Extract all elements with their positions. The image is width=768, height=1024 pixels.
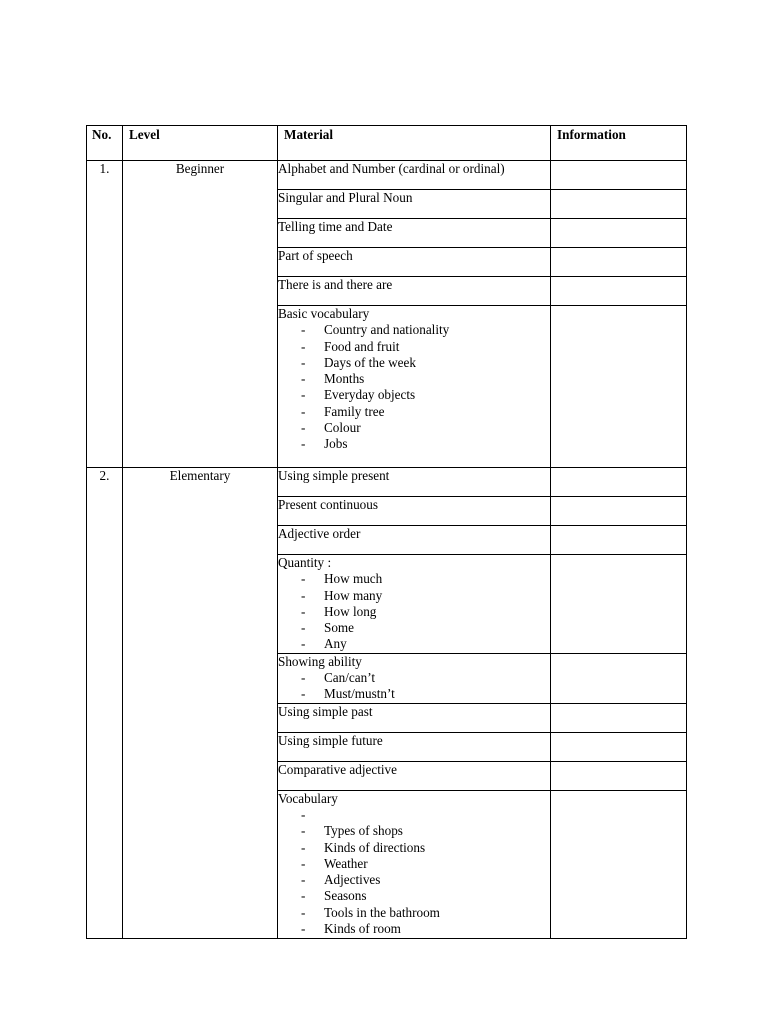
material-cell: Alphabet and Number (cardinal or ordinal)	[278, 161, 551, 190]
list-item: - Kinds of room	[301, 921, 401, 937]
material-cell: Vocabulary - - Types of shops - Kinds of directions - Weather - Adjectives - Seasons - Tools in the bathroom - Kinds of room	[278, 790, 551, 938]
material-list	[278, 571, 550, 652]
list-item: - Weather	[301, 855, 368, 871]
list-item: - Some	[301, 620, 355, 636]
list-item: - Everyday objects	[301, 387, 416, 403]
curriculum-table	[86, 125, 687, 939]
list-item: - Tools in the bathroom	[301, 904, 440, 920]
list-item: - Days of the week	[301, 354, 416, 370]
list-item: - Seasons	[301, 888, 367, 904]
information-cell	[551, 248, 687, 277]
list-item: - Family tree	[301, 403, 385, 419]
material-list	[278, 670, 550, 703]
list-item: - Types of shops	[301, 823, 403, 839]
list-item: - Months	[301, 371, 365, 387]
information-cell	[551, 653, 687, 703]
section-level: Beginner	[123, 161, 278, 468]
material-cell: Present continuous	[278, 497, 551, 526]
list-item: - Food and fruit	[301, 338, 400, 354]
header-row	[87, 126, 687, 161]
header-information: Information	[551, 126, 687, 161]
material-cell: Adjective order	[278, 526, 551, 555]
material-list	[278, 322, 550, 452]
list-item: - Country and nationality	[301, 322, 450, 338]
header-level: Level	[123, 126, 278, 161]
table-row	[87, 161, 687, 190]
list-item: - Jobs	[301, 436, 348, 452]
list-item: - How much	[301, 571, 383, 587]
material-list	[278, 807, 550, 937]
information-cell	[551, 190, 687, 219]
list-item: - How long	[301, 603, 377, 619]
table-row	[87, 468, 687, 497]
material-cell: Singular and Plural Noun	[278, 190, 551, 219]
information-cell	[551, 790, 687, 938]
list-item: - How many	[301, 587, 383, 603]
material-cell: Using simple present	[278, 468, 551, 497]
list-item: - Adjectives	[301, 872, 381, 888]
material-cell: Using simple future	[278, 732, 551, 761]
information-cell	[551, 468, 687, 497]
information-cell	[551, 732, 687, 761]
information-cell	[551, 306, 687, 468]
section-level: Elementary	[123, 468, 278, 939]
list-item: -	[301, 806, 306, 822]
information-cell	[551, 703, 687, 732]
information-cell	[551, 761, 687, 790]
material-cell: Telling time and Date	[278, 219, 551, 248]
list-item: - Must/mustn’t	[301, 686, 395, 702]
information-cell	[551, 161, 687, 190]
section-number: 1.	[87, 161, 123, 468]
material-cell: Using simple past	[278, 703, 551, 732]
information-cell	[551, 555, 687, 654]
material-cell: Basic vocabulary - Country and nationality - Food and fruit - Days of the week - Months - Everyday objects - Family tree - Colour - Jobs	[278, 306, 551, 468]
header-no: No.	[87, 126, 123, 161]
list-item: - Can/can’t	[301, 670, 376, 686]
information-cell	[551, 497, 687, 526]
material-cell: Part of speech	[278, 248, 551, 277]
information-cell	[551, 526, 687, 555]
material-cell: Showing ability - Can/can’t - Must/mustn’t	[278, 653, 551, 703]
information-cell	[551, 219, 687, 248]
list-item: - Kinds of directions	[301, 839, 426, 855]
material-cell: Quantity : - How much - How many - How long - Some - Any	[278, 555, 551, 654]
material-cell: Comparative adjective	[278, 761, 551, 790]
material-cell: There is and there are	[278, 277, 551, 306]
section-number: 2.	[87, 468, 123, 939]
information-cell	[551, 277, 687, 306]
list-item: - Any	[301, 636, 347, 652]
list-item: - Colour	[301, 420, 361, 436]
header-material: Material	[278, 126, 551, 161]
